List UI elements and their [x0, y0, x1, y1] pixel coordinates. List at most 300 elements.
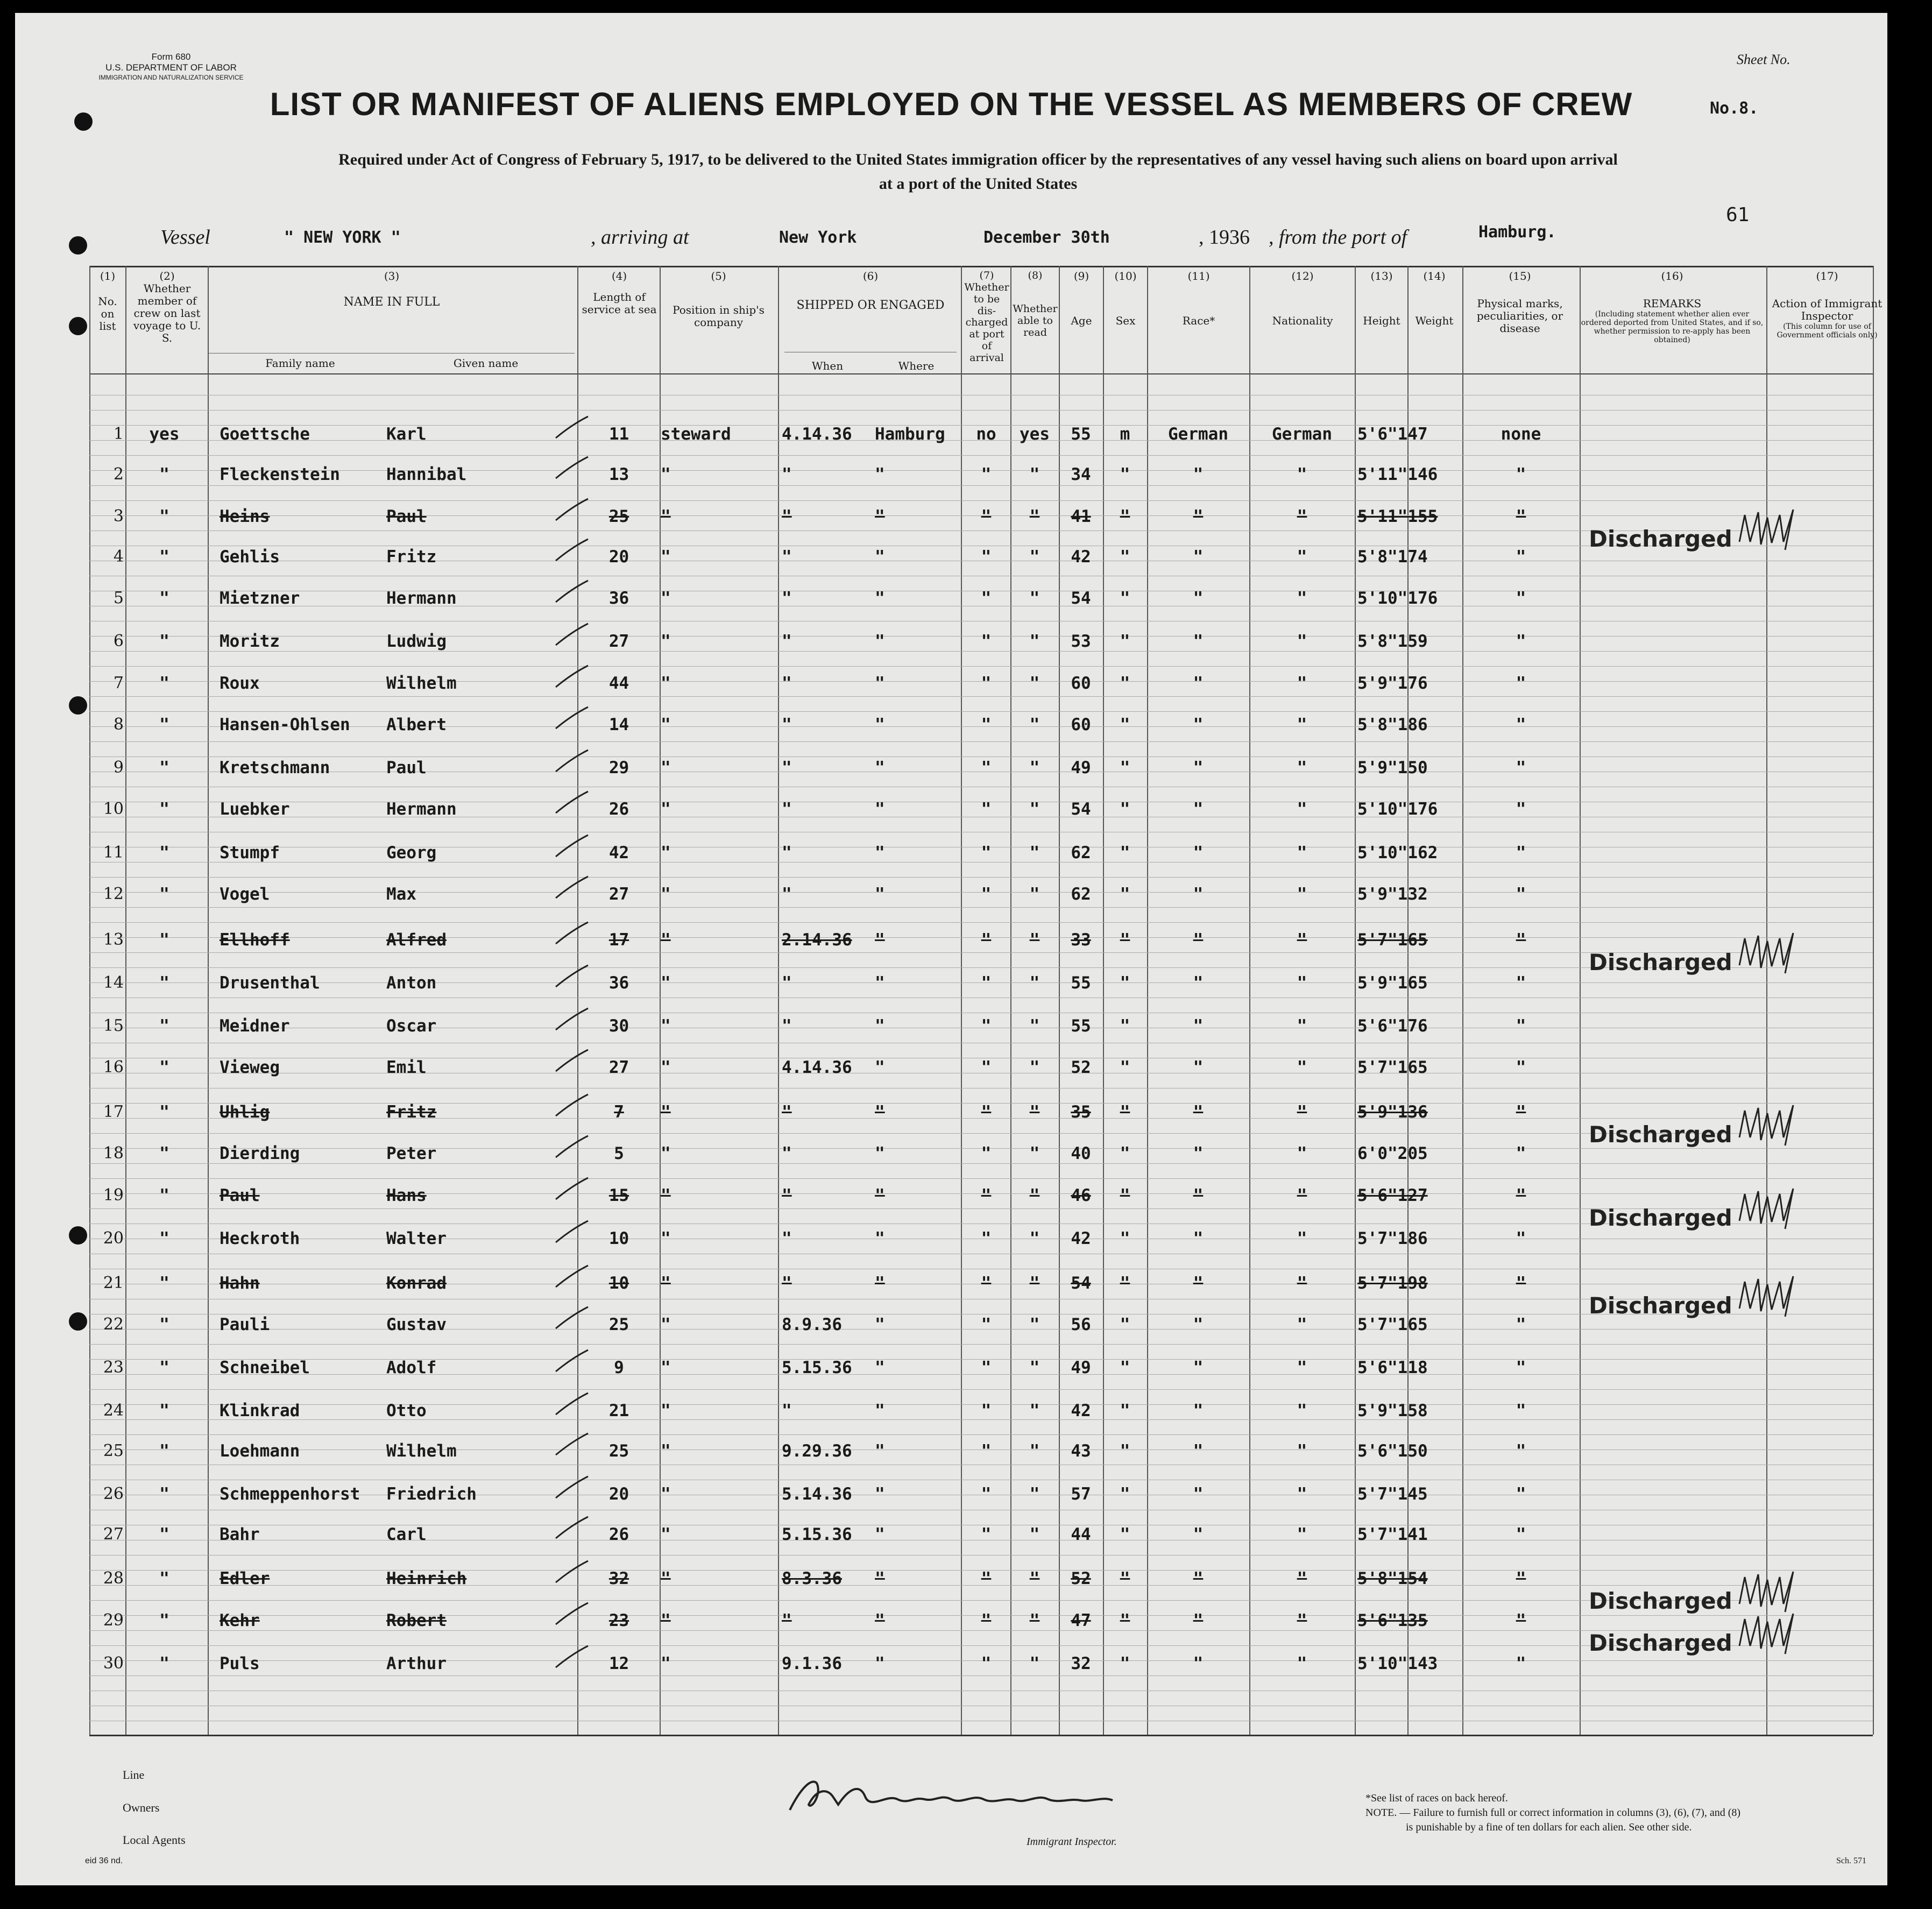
cell-race: ": [1193, 1058, 1204, 1077]
cell-sex: ": [1120, 1016, 1130, 1036]
cell-height-weight: 5'8"186: [1357, 715, 1428, 734]
column-rule: [1249, 266, 1250, 1735]
vessel-name: " NEW YORK ": [284, 228, 401, 247]
form-number: Form 680: [151, 52, 191, 62]
cell-family: Schneibel: [220, 1358, 310, 1377]
cell-height-weight: 5'9"150: [1357, 758, 1428, 777]
cell-service: 14: [608, 715, 629, 734]
cell-discharge: ": [981, 674, 992, 693]
cell-family: Edler: [220, 1569, 270, 1588]
cell-prev: ": [159, 507, 169, 526]
cell-race: ": [1193, 1102, 1204, 1122]
row-rule: [89, 651, 1873, 652]
row-rule: [89, 877, 1873, 878]
cell-race: ": [1193, 1229, 1204, 1248]
check-tick-mark: [553, 1092, 591, 1119]
cell-no: 5: [113, 589, 124, 607]
cell-prev: ": [159, 1274, 169, 1293]
row-rule: [89, 666, 1873, 667]
cell-no: 17: [103, 1102, 124, 1121]
cell-no: 9: [113, 758, 124, 777]
remark-discharged: Discharged: [1589, 949, 1732, 975]
cell-prev: ": [159, 930, 169, 950]
voyage-line: [160, 225, 1774, 258]
arrival-date: December 30th: [983, 228, 1110, 247]
cell-read: ": [1029, 674, 1040, 693]
cell-read: ": [1029, 1229, 1040, 1248]
cell-when: ": [782, 1401, 792, 1420]
cell-family: Kretschmann: [220, 758, 330, 777]
cell-race: ": [1193, 843, 1204, 862]
form-agency-block: [69, 52, 273, 81]
cell-when: 9.1.36: [782, 1654, 842, 1673]
cell-no: 22: [103, 1315, 124, 1334]
cell-position: ": [661, 1016, 671, 1036]
from-port-label: , from the port of: [1269, 226, 1407, 249]
row-rule: [89, 500, 1873, 501]
column-rule: [1462, 266, 1463, 1735]
cell-sex: ": [1120, 1484, 1130, 1504]
cell-age: 55: [1071, 1016, 1091, 1036]
cell-age: 49: [1071, 758, 1091, 777]
cell-given: Otto: [386, 1401, 427, 1420]
cell-nationality: ": [1297, 1102, 1307, 1122]
cell-height-weight: 5'6"118: [1357, 1358, 1428, 1377]
cell-where: ": [875, 547, 885, 567]
cell-discharge: ": [981, 547, 992, 567]
cell-read: ": [1029, 843, 1040, 862]
cell-given: Arthur: [386, 1654, 447, 1673]
cell-age: 60: [1071, 715, 1091, 734]
cell-when: ": [782, 1274, 792, 1293]
cell-read: ": [1029, 1611, 1040, 1630]
cell-prev: ": [159, 1358, 169, 1377]
check-tick-mark: [553, 578, 591, 605]
cell-no: 8: [113, 715, 124, 734]
col-13-header: (13) Height: [1363, 270, 1400, 327]
arrival-port: New York: [779, 228, 857, 247]
cell-service: 27: [608, 632, 629, 651]
cell-height-weight: 5'6"176: [1357, 1016, 1428, 1036]
cell-given: Gustav: [386, 1315, 447, 1334]
cell-age: 33: [1071, 930, 1091, 950]
cell-service: 36: [608, 589, 629, 608]
inspector-initials: [1734, 1271, 1799, 1319]
cell-family: Heins: [220, 507, 270, 526]
cell-no: 12: [103, 885, 124, 903]
cell-discharge: ": [981, 1229, 992, 1248]
cell-service: 21: [608, 1401, 629, 1420]
line-label: Line: [123, 1768, 145, 1781]
cell-when: ": [782, 465, 792, 484]
cell-height-weight: 6'0"205: [1357, 1144, 1428, 1163]
cell-height-weight: 5'9"132: [1357, 885, 1428, 904]
cell-when: 4.14.36: [782, 1058, 852, 1077]
cell-where: ": [875, 507, 885, 526]
cell-service: 32: [608, 1569, 629, 1588]
cell-sex: m: [1120, 425, 1130, 444]
cell-position: ": [661, 1525, 671, 1544]
check-tick-mark: [553, 1390, 591, 1417]
cell-no: 23: [103, 1358, 124, 1377]
inspector-signature: [779, 1772, 1188, 1821]
cell-race: ": [1193, 1654, 1204, 1673]
cell-height-weight: 5'11"155: [1357, 507, 1438, 526]
cell-when: 4.14.36: [782, 425, 852, 444]
cell-family: Uhlig: [220, 1102, 270, 1122]
cell-marks: ": [1516, 1016, 1526, 1036]
cell-age: 62: [1071, 843, 1091, 862]
cell-height-weight: 5'10"143: [1357, 1654, 1438, 1673]
cell-given: Konrad: [386, 1274, 447, 1293]
col-6-header: (6) SHIPPED OR ENGAGED: [796, 270, 945, 312]
cell-race: ": [1193, 1441, 1204, 1461]
cell-race: ": [1193, 1186, 1204, 1205]
cell-height-weight: 5'7"165: [1357, 1058, 1428, 1077]
cell-race: ": [1193, 1611, 1204, 1630]
cell-nationality: ": [1297, 1525, 1307, 1544]
cell-age: 42: [1071, 547, 1091, 567]
cell-sex: ": [1120, 507, 1130, 526]
page-title: LIST OR MANIFEST OF ALIENS EMPLOYED ON THE VESSEL AS MEMBERS OF CREW: [270, 86, 1633, 122]
cell-given: Wilhelm: [386, 674, 457, 693]
col-2-header: (2) Whether member of crew on last voyage to U. S.: [133, 270, 201, 344]
cell-age: 60: [1071, 674, 1091, 693]
check-tick-mark: [553, 663, 591, 690]
cell-sex: ": [1120, 465, 1130, 484]
cell-service: 11: [608, 425, 629, 444]
cell-marks: ": [1516, 1274, 1526, 1293]
cell-position: ": [661, 1058, 671, 1077]
cell-position: ": [661, 715, 671, 734]
cell-service: 5: [614, 1144, 624, 1163]
cell-nationality: ": [1297, 589, 1307, 608]
cell-discharge: ": [981, 1441, 992, 1461]
cell-family: Goettsche: [220, 425, 310, 444]
cell-nationality: ": [1297, 1315, 1307, 1334]
departure-port: Hamburg.: [1478, 223, 1556, 242]
signature-drawing: [779, 1772, 1188, 1821]
check-tick-mark: [553, 1600, 591, 1627]
subtitle-line-2: at a port of the United States: [879, 175, 1078, 193]
cell-prev: ": [159, 1186, 169, 1205]
signature-stroke: [790, 1781, 1113, 1810]
cell-discharge: ": [981, 507, 992, 526]
cell-no: 19: [103, 1186, 124, 1205]
cell-nationality: ": [1297, 1144, 1307, 1163]
cell-read: ": [1029, 800, 1040, 819]
cell-where: ": [875, 1484, 885, 1504]
cell-nationality: ": [1297, 843, 1307, 862]
cell-where: ": [875, 1102, 885, 1122]
cell-service: 25: [608, 1315, 629, 1334]
cell-family: Luebker: [220, 800, 290, 819]
col-17-header: (17) Action of Immigrant Inspector (This column for use of Government officials only): [1772, 270, 1883, 340]
cell-when: ": [782, 674, 792, 693]
cell-family: Fleckenstein: [220, 465, 340, 484]
cell-family: Puls: [220, 1654, 260, 1673]
row-rule: [89, 1389, 1873, 1390]
col-14-header: (14) Weight: [1415, 270, 1454, 327]
cell-read: ": [1029, 547, 1040, 567]
row-rule: [89, 1163, 1873, 1164]
sheet-label: Sheet No.: [1737, 52, 1791, 67]
check-tick-mark: [553, 1431, 591, 1458]
cell-given: Karl: [386, 425, 427, 444]
cell-nationality: ": [1297, 1358, 1307, 1377]
cell-read: ": [1029, 507, 1040, 526]
inspector-initials: [1734, 504, 1799, 553]
cell-when: ": [782, 800, 792, 819]
row-rule: [89, 1344, 1873, 1345]
cell-service: 12: [608, 1654, 629, 1673]
cell-discharge: ": [981, 1484, 992, 1504]
cell-race: ": [1193, 1401, 1204, 1420]
column-rule: [1059, 266, 1060, 1735]
cell-family: Kehr: [220, 1611, 260, 1630]
cell-discharge: ": [981, 1186, 992, 1205]
cell-service: 17: [608, 930, 629, 950]
cell-when: ": [782, 589, 792, 608]
cell-sex: ": [1120, 1401, 1130, 1420]
cell-given: Friedrich: [386, 1484, 477, 1504]
cell-where: ": [875, 930, 885, 950]
cell-marks: ": [1516, 885, 1526, 904]
cell-prev: ": [159, 589, 169, 608]
cell-where: ": [875, 1186, 885, 1205]
row-rule: [89, 485, 1873, 486]
cell-nationality: ": [1297, 1016, 1307, 1036]
cell-position: ": [661, 465, 671, 484]
cell-read: ": [1029, 1016, 1040, 1036]
cell-nationality: ": [1297, 1401, 1307, 1420]
cell-nationality: ": [1297, 973, 1307, 993]
cell-prev: ": [159, 885, 169, 904]
subtitle-line-1: Required under Act of Congress of February 5, 1917, to be delivered to the United States immigration officer by the representatives of any vessel having such aliens on board upon arrival: [338, 151, 1618, 168]
check-tick-mark: [553, 454, 591, 481]
check-tick-mark: [553, 414, 591, 441]
cell-given: Heinrich: [386, 1569, 467, 1588]
cell-where: ": [875, 1358, 885, 1377]
cell-family: Schmeppenhorst: [220, 1484, 360, 1504]
cell-age: 55: [1071, 973, 1091, 993]
cell-no: 11: [103, 843, 124, 862]
cell-no: 3: [113, 507, 124, 526]
column-rule: [1580, 266, 1581, 1735]
row-rule: [89, 1178, 1873, 1179]
cell-position: ": [661, 1401, 671, 1420]
cell-race: ": [1193, 1144, 1204, 1163]
cell-no: 7: [113, 674, 124, 692]
cell-when: ": [782, 843, 792, 862]
cell-sex: ": [1120, 800, 1130, 819]
when-header: When: [811, 359, 844, 372]
cell-sex: ": [1120, 674, 1130, 693]
cell-read: ": [1029, 973, 1040, 993]
cell-height-weight: 5'9"176: [1357, 674, 1428, 693]
cell-read: ": [1029, 715, 1040, 734]
cell-where: ": [875, 1441, 885, 1461]
cell-prev: ": [159, 843, 169, 862]
cell-no: 13: [103, 930, 124, 949]
cell-race: ": [1193, 930, 1204, 950]
cell-discharge: ": [981, 1525, 992, 1544]
cell-nationality: ": [1297, 1274, 1307, 1293]
cell-family: Stumpf: [220, 843, 280, 862]
cell-discharge: ": [981, 758, 992, 777]
cell-marks: ": [1516, 1654, 1526, 1673]
punch-hole: [69, 1312, 87, 1331]
vessel-label: Vessel: [160, 226, 210, 249]
cell-discharge: ": [981, 930, 992, 950]
cell-position: ": [661, 632, 671, 651]
col-8-header: (8) Whether able to read: [1013, 270, 1058, 338]
cell-nationality: ": [1297, 632, 1307, 651]
cell-sex: ": [1120, 1144, 1130, 1163]
family-name-header: Family name: [265, 357, 335, 370]
cell-position: ": [661, 1484, 671, 1504]
cell-marks: ": [1516, 507, 1526, 526]
cell-position: ": [661, 1274, 671, 1293]
cell-age: 53: [1071, 632, 1091, 651]
cell-marks: ": [1516, 1611, 1526, 1630]
check-tick-mark: [553, 1558, 591, 1585]
cell-where: ": [875, 1315, 885, 1334]
cell-read: ": [1029, 589, 1040, 608]
cell-no: 24: [103, 1401, 124, 1420]
cell-prev: ": [159, 632, 169, 651]
cell-prev: ": [159, 1401, 169, 1420]
cell-read: ": [1029, 1525, 1040, 1544]
cell-position: ": [661, 1186, 671, 1205]
cell-height-weight: 5'7"145: [1357, 1484, 1428, 1504]
cell-where: Hamburg: [875, 425, 945, 444]
penalty-note-2: is punishable by a fine of ten dollars for each alien. See other side.: [1406, 1821, 1692, 1833]
cell-where: ": [875, 1401, 885, 1420]
cell-position: ": [661, 547, 671, 567]
arrival-year: , 1936: [1199, 226, 1250, 249]
cell-height-weight: 5'11"146: [1357, 465, 1438, 484]
cell-marks: ": [1516, 715, 1526, 734]
check-tick-mark: [553, 1263, 591, 1290]
column-rule: [778, 266, 779, 1735]
check-tick-mark: [553, 1175, 591, 1202]
cell-family: Ellhoff: [220, 930, 290, 950]
cell-race: ": [1193, 547, 1204, 567]
cell-sex: ": [1120, 1525, 1130, 1544]
cell-sex: ": [1120, 885, 1130, 904]
column-rule: [1873, 266, 1874, 1735]
check-tick-mark: [553, 832, 591, 859]
cell-height-weight: 5'6"150: [1357, 1441, 1428, 1461]
cell-height-weight: 5'7"165: [1357, 1315, 1428, 1334]
cell-sex: ": [1120, 715, 1130, 734]
cell-given: Paul: [386, 507, 427, 526]
cell-discharge: ": [981, 1611, 992, 1630]
cell-prev: ": [159, 758, 169, 777]
owners-label: Owners: [123, 1800, 160, 1814]
row-rule: [89, 922, 1873, 923]
cell-race: ": [1193, 632, 1204, 651]
check-tick-mark: [553, 874, 591, 901]
check-tick-mark: [553, 747, 591, 774]
cell-no: 20: [103, 1229, 124, 1248]
col-16-header: (16) REMARKS (Including statement whether alien ever ordered deported from United States, and if so, whether permission to re-apply has been obtained): [1581, 270, 1764, 345]
cell-family: Moritz: [220, 632, 280, 651]
cell-given: Robert: [386, 1611, 447, 1630]
cell-family: Pauli: [220, 1315, 270, 1334]
cell-race: ": [1193, 715, 1204, 734]
col-4-header: (4) Length of service at sea: [582, 270, 657, 316]
cell-given: Anton: [386, 973, 437, 993]
cell-where: ": [875, 843, 885, 862]
cell-marks: ": [1516, 930, 1526, 950]
cell-service: 26: [608, 800, 629, 819]
cell-read: ": [1029, 632, 1040, 651]
cell-position: ": [661, 1315, 671, 1334]
cell-position: ": [661, 674, 671, 693]
cell-when: 9.29.36: [782, 1441, 852, 1461]
cell-sex: ": [1120, 1186, 1130, 1205]
cell-discharge: ": [981, 843, 992, 862]
column-rule: [1147, 266, 1148, 1735]
cell-prev: ": [159, 1441, 169, 1461]
cell-no: 10: [103, 800, 124, 818]
cell-given: Hannibal: [386, 465, 467, 484]
cell-age: 34: [1071, 465, 1091, 484]
cell-position: ": [661, 1441, 671, 1461]
cell-no: 14: [103, 973, 124, 992]
cell-marks: ": [1516, 843, 1526, 862]
cell-given: Oscar: [386, 1016, 437, 1036]
cell-position: ": [661, 1358, 671, 1377]
cell-service: 30: [608, 1016, 629, 1036]
cell-position: ": [661, 507, 671, 526]
cell-no: 2: [113, 465, 124, 484]
cell-age: 41: [1071, 507, 1091, 526]
cell-when: ": [782, 507, 792, 526]
cell-position: ": [661, 589, 671, 608]
cell-sex: ": [1120, 1315, 1130, 1334]
table-top-rule: [89, 266, 1873, 267]
cell-read: ": [1029, 1401, 1040, 1420]
cell-marks: ": [1516, 1315, 1526, 1334]
cell-when: 2.14.36: [782, 930, 852, 950]
cell-where: ": [875, 1229, 885, 1248]
cell-service: 10: [608, 1229, 629, 1248]
cell-marks: ": [1516, 589, 1526, 608]
cell-marks: ": [1516, 1401, 1526, 1420]
cell-service: 23: [608, 1611, 629, 1630]
cell-family: Drusenthal: [220, 973, 320, 993]
cell-where: ": [875, 1611, 885, 1630]
cell-age: 54: [1071, 1274, 1091, 1293]
cell-marks: ": [1516, 1229, 1526, 1248]
cell-sex: ": [1120, 589, 1130, 608]
check-tick-mark: [553, 1047, 591, 1074]
cell-when: 8.9.36: [782, 1315, 842, 1334]
cell-age: 44: [1071, 1525, 1091, 1544]
cell-marks: ": [1516, 465, 1526, 484]
cell-where: ": [875, 800, 885, 819]
cell-read: yes: [1020, 425, 1050, 444]
cell-discharge: ": [981, 973, 992, 993]
cell-nationality: German: [1272, 425, 1332, 444]
cell-family: Paul: [220, 1186, 260, 1205]
cell-read: ": [1029, 1102, 1040, 1122]
remark-discharged: Discharged: [1589, 1205, 1732, 1231]
cell-where: ": [875, 589, 885, 608]
